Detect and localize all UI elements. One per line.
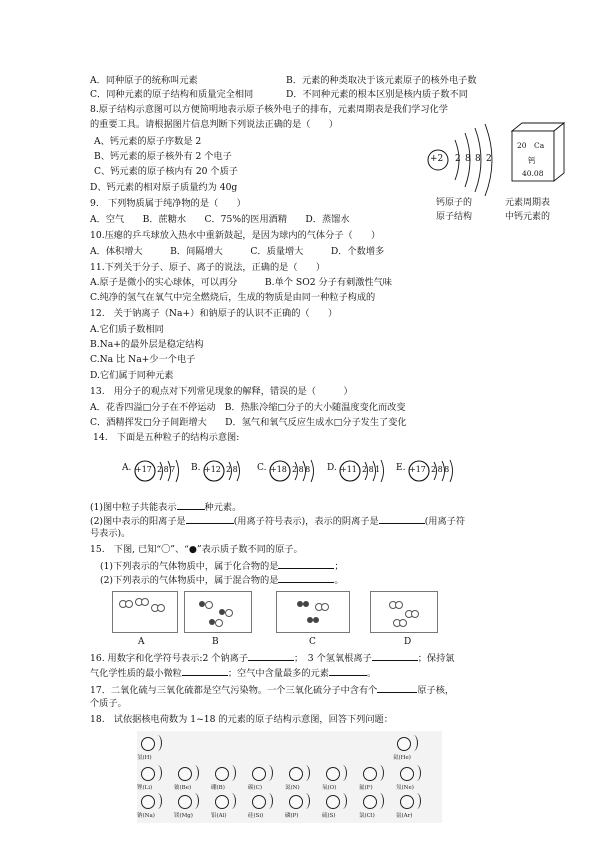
atom-shell bbox=[409, 735, 418, 751]
particle-letter: C. bbox=[257, 463, 267, 473]
text-line: A．同种原子的统称叫元素 bbox=[90, 75, 198, 86]
q15-text: 15. 下图, 已知“〇”、“●”表示质子数不同的原子。 bbox=[90, 544, 303, 555]
atom-caption: 氧(O) bbox=[322, 785, 337, 791]
atom-structure-table bbox=[137, 731, 442, 823]
ca-caption-right-2: 中钙元素的 bbox=[505, 212, 551, 222]
atom-caption: 氢(H) bbox=[137, 755, 152, 761]
atom-shell bbox=[227, 793, 236, 809]
particle-shells: 281 bbox=[362, 465, 382, 474]
text-line: A、钙元素的原子序数是 2 bbox=[94, 136, 202, 147]
atom-shell bbox=[338, 765, 347, 781]
text-line: A.它们质子数相同 bbox=[90, 324, 164, 335]
atom-shell bbox=[190, 793, 199, 809]
text-line: 的重要工具。请根据图片信息判断下列说法正确的是（ ） bbox=[90, 119, 339, 130]
atom-shell bbox=[301, 765, 310, 781]
atom-caption: 氯(Cl) bbox=[359, 813, 375, 819]
gas-label-b: B bbox=[212, 637, 219, 647]
text-line: 13. 用分子的观点对下列常见现象的解释，错误的是（ ） bbox=[90, 386, 353, 397]
ca-shell-4: 2 bbox=[486, 154, 492, 164]
q14-cation-blank[interactable] bbox=[186, 514, 234, 524]
atom-shell bbox=[412, 793, 421, 809]
text-line: C.纯净的氢气在氧气中完全燃烧后，生成的物质是由同一种粒子构成的 bbox=[90, 292, 376, 303]
atom-shell bbox=[375, 793, 384, 809]
atom-shell bbox=[153, 793, 162, 809]
particle-nucleus: +18 bbox=[270, 465, 287, 474]
ca-mass: 40.08 bbox=[522, 169, 544, 178]
text-line: D、钙元素的相对原子质量约为 40g bbox=[90, 182, 238, 193]
gas-label-d: D bbox=[404, 637, 412, 647]
atom-shell bbox=[190, 765, 199, 781]
q16-cl-blank[interactable] bbox=[182, 666, 228, 676]
ca-caption-left-1: 钙原子的 bbox=[436, 198, 473, 208]
q17-nuclei-blank[interactable] bbox=[377, 683, 417, 693]
atom-caption: 氦(He) bbox=[393, 755, 411, 761]
text-line: A.原子是微小的实心球体，可以再分 B.单个 SO2 分子有刺激性气味 bbox=[90, 277, 392, 288]
q15-compound-blank[interactable] bbox=[278, 559, 334, 569]
atom-shell bbox=[264, 793, 273, 809]
ca-caption-right-1: 元素周期表 bbox=[505, 198, 551, 208]
option-d-line: D．不同种元素的根本区别是核内质子数不同 bbox=[286, 89, 468, 100]
text-line: 8.原子结构示意图可以方便简明地表示原子核外电子的排布，元素周期表是我们学习化学 bbox=[90, 104, 448, 115]
atom-shell bbox=[153, 735, 162, 751]
q17-line1: 17．二氧化硫与三氧化硫都是空气污染物。一个三氧化硫分子中含有个 原子核， bbox=[90, 685, 455, 696]
ca-shell-3: 8 bbox=[475, 154, 481, 164]
gas-box-c bbox=[276, 591, 350, 633]
text-line: 9. 下列物质属于纯净物的是（ ） bbox=[90, 198, 246, 209]
option-b-line: B．元素的种类取决于该元素原子的核外电子数 bbox=[286, 75, 477, 86]
particle-nucleus: +12 bbox=[204, 465, 221, 474]
atom-caption: 锂(Li) bbox=[137, 785, 153, 791]
q16-n-blank[interactable] bbox=[329, 666, 367, 676]
text-line: C、钙元素的原子核内有 20 个质子 bbox=[94, 166, 238, 177]
atom-caption: 铍(Be) bbox=[174, 785, 192, 791]
gas-box-d bbox=[370, 591, 438, 633]
q15-mixture-blank[interactable] bbox=[278, 573, 334, 583]
q14-sub2: (2)图中表示的阳离子是 (用离子符号表示)，表示的阴离子是 (用离子符 bbox=[90, 516, 466, 527]
ca-number: 20 bbox=[517, 141, 527, 150]
atom-caption: 硅(Si) bbox=[248, 813, 264, 819]
q16-oh-blank[interactable] bbox=[372, 651, 418, 661]
q14-sub1: (1)图中粒子共能表示 种元素。 bbox=[90, 502, 242, 513]
q15-sub2: (2)下列表示的气体物质中，属于混合物的是 。 bbox=[100, 575, 344, 586]
q14-anion-blank[interactable] bbox=[379, 514, 425, 524]
q15-sub1: (1)下列表示的气体物质中，属于化合物的是 ； bbox=[100, 561, 344, 572]
atom-shell bbox=[227, 765, 236, 781]
text-line: B、钙元素的原子核外有 2 个电子 bbox=[94, 151, 232, 162]
text-line: C．酒精挥发□分子间距增大 D．氢气和氧气反应生成水□分子发生了变化 bbox=[90, 417, 407, 428]
particle-letter: B. bbox=[191, 463, 201, 473]
ca-caption-left-2: 原子结构 bbox=[436, 212, 473, 222]
particle-letter: E. bbox=[396, 463, 406, 473]
text-line: D.它们属于同种元素 bbox=[90, 370, 174, 381]
atom-shell bbox=[264, 765, 273, 781]
q16-line1: 16. 用数字和化学符号表示:2 个钠离子 ； 3 个氢氧根离子 ；保持氯 bbox=[90, 653, 455, 664]
atom-caption: 氖(Ne) bbox=[396, 785, 414, 791]
particle-letter: D. bbox=[327, 463, 337, 473]
particle-shells: 28 bbox=[226, 465, 240, 474]
atom-caption: 硫(S) bbox=[322, 813, 336, 819]
text-line: 12. 关于钠离子（Na+）和钠原子的认识不正确的（ ） bbox=[90, 308, 338, 319]
text-line: A．体积增大 B．间隔增大 C．质量增大 D．个数增多 bbox=[90, 246, 385, 257]
atom-caption: 镁(Mg) bbox=[174, 813, 193, 819]
text-line: C．同种元素的原子结构和质量完全相同 bbox=[90, 89, 254, 100]
atom-caption: 氩(Ar) bbox=[396, 813, 413, 819]
atom-caption: 氟(F) bbox=[359, 785, 373, 791]
q16-na-blank[interactable] bbox=[248, 651, 294, 661]
atom-shell bbox=[338, 793, 347, 809]
atom-caption: 钠(Na) bbox=[137, 813, 155, 819]
q14-sub1-blank[interactable] bbox=[177, 500, 205, 510]
text-line: A．空气 B．蔗糖水 C．75%的医用酒精 D．蒸馏水 bbox=[90, 214, 350, 225]
particle-nucleus: +17 bbox=[409, 465, 426, 474]
gas-label-c: C bbox=[309, 637, 316, 647]
ca-symbol: Ca bbox=[534, 141, 545, 150]
text-line: 10.压瘪的乒乓球放入热水中重新鼓起，是因为球内的气体分子（ ） bbox=[90, 230, 381, 241]
ca-nucleus: +2 bbox=[430, 154, 444, 164]
ca-shell-1: 2 bbox=[455, 154, 461, 164]
particle-nucleus: +11 bbox=[340, 465, 357, 474]
text-line: B.Na+的最外层是稳定结构 bbox=[90, 339, 204, 350]
atom-shell bbox=[412, 765, 421, 781]
particle-nucleus: +17 bbox=[135, 465, 152, 474]
atom-caption: 硼(B) bbox=[211, 785, 225, 791]
particle-letter: A. bbox=[122, 463, 132, 473]
atom-shell bbox=[301, 793, 310, 809]
particle-shells: 288 bbox=[431, 465, 451, 474]
text-line: A．花香四溢□分子在不停运动 B．热胀冷缩□分子的大小随温度变化而改变 bbox=[90, 402, 406, 413]
atom-caption: 氮(N) bbox=[285, 785, 300, 791]
text-line: 11.下列关于分子、原子、离子的说法，正确的是（ ） bbox=[90, 262, 326, 273]
text-line: 14. 下面是五种粒子的结构示意图: bbox=[93, 432, 240, 443]
text-line: C.Na 比 Na+少一个电子 bbox=[90, 354, 196, 365]
gas-box-b bbox=[184, 591, 252, 633]
q14-sub2b: 号表示)。 bbox=[90, 528, 131, 539]
particle-shells: 288 bbox=[292, 465, 312, 474]
q17-line2: 个质子。 bbox=[90, 698, 127, 709]
atom-caption: 磷(P) bbox=[285, 813, 299, 819]
q16-line2: 气化学性质的最小微粒 ；空气中含量最多的元素 。 bbox=[90, 668, 377, 679]
ca-name: 钙 bbox=[528, 156, 536, 165]
particle-shells: 287 bbox=[157, 465, 177, 474]
atom-shell bbox=[375, 765, 384, 781]
ca-shell-2: 8 bbox=[465, 154, 471, 164]
gas-label-a: A bbox=[138, 637, 145, 647]
gas-box-a bbox=[112, 591, 178, 633]
q18-text: 18. 试依据核电荷数为 1~18 的元素的原子结构示意图，回答下列问题： bbox=[90, 714, 393, 725]
atom-caption: 铝(Al) bbox=[211, 813, 227, 819]
atom-shell bbox=[153, 765, 162, 781]
atom-caption: 碳(C) bbox=[248, 785, 262, 791]
